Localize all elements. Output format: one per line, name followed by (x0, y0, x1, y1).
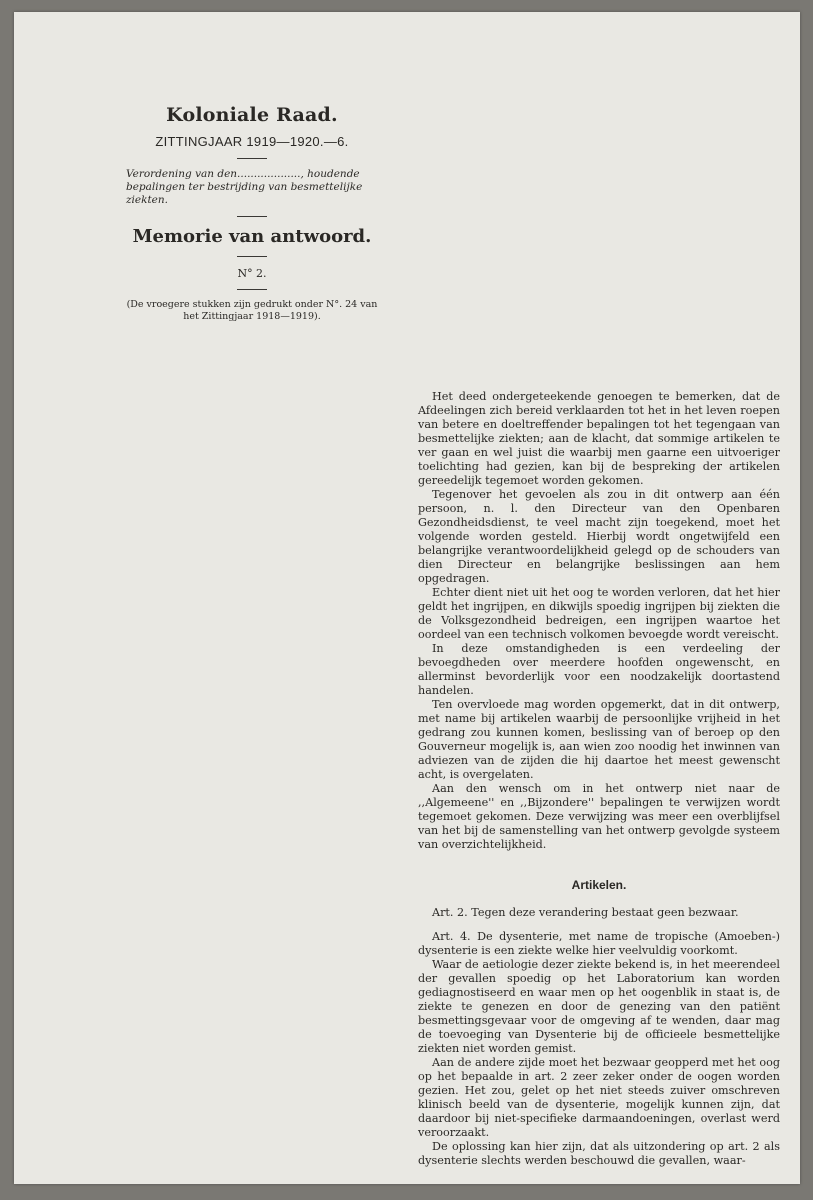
paragraph: De oplossing kan hier zijn, dat als uitzondering op art. 2 als dysenterie slechts werden beschouwd die gevallen, waar- (418, 1140, 780, 1167)
article-paragraph: Art. 2. Tegen deze verandering bestaat geen bezwaar. (432, 906, 739, 919)
paragraph: Tegenover het gevoelen als zou in dit ontwerp aan één persoon, n. l. den Directeur van den Openbaren Gezondheidsdienst, te veel macht zijn toegekend, moet het volgende worden gesteld. Hierbij wordt ongetwijfeld een belangrijke verantwoordelijkheid gelegd op de schouders van dien Directeur en belangrijke beslissingen aan hem opgedragen. (418, 488, 780, 585)
session-year: ZITTINGJAAR 1919—1920.—6. (155, 134, 349, 149)
paragraph: Ten overvloede mag worden opgemerkt, dat in dit ontwerp, met name bij artikelen waarbij de persoonlijke vrijheid in het gedrang zou kunnen komen, beslissing van of beroep op den Gouverneur mogelijk is, aan wien zoo noodig het inwinnen van adviezen van de zijden die hij daartoe het meest gewenscht acht, is overgelaten. (418, 698, 780, 781)
document-body (418, 390, 780, 1168)
divider (237, 216, 267, 217)
paragraph: Aan de andere zijde moet het bezwaar geopperd met het oog op het bepaalde in art. 2 zeer zeker onder de oogen worden gezien. Het zou, gelet op het niet steeds zuiver omschreven klinisch beeld van de dysenterie, mogelijk kunnen zijn, dat daardoor bij niet-specifieke darmaandoeningen, overlast werd veroorzaakt. (418, 1056, 780, 1139)
document-page (14, 12, 800, 1184)
council-title: Koloniale Raad. (166, 104, 338, 126)
ordinance-title: Verordening van den..................., houdende bepalingen ter bestrijding van besmettelijke ziekten. (126, 168, 363, 206)
divider (237, 158, 267, 159)
divider (237, 289, 267, 290)
document-title: Memorie van antwoord. (132, 226, 372, 247)
paragraph: Waar de aetiologie dezer ziekte bekend is, in het meerendeel der gevallen spoedig op het Laboratorium kan worden gediagnostiseerd en waar men op het oogenblik in staat is, de ziekte te genezen en door de genezing van den patiënt besmettingsgevaar voor de omgeving af te wenden, daar mag de toevoeging van Dysenterie bij de officieele besmettelijke ziekten niet worden gemist. (418, 958, 780, 1055)
article-paragraph: Art. 4. De dysenterie, met name de tropische (Amoeben-) dysenterie is een ziekte welke hier veelvuldig voorkomt. (418, 930, 780, 957)
previous-documents-note: (De vroegere stukken zijn gedrukt onder N°. 24 van het Zittingjaar 1918—1919). (126, 299, 378, 322)
paragraph: Echter dient niet uit het oog te worden verloren, dat het hier geldt het ingrijpen, en dikwijls spoedig ingrijpen bij ziekten die de Volksgezondheid bedreigen, een ingrijpen waartoe het oordeel van een technisch volkomen bevoegde wordt vereischt. (418, 586, 780, 641)
document-header (122, 104, 382, 323)
paragraph: Het deed ondergeteekende genoegen te bemerken, dat de Afdeelingen zich bereid verklaarden tot het in het leven roepen van betere en doeltreffender bepalingen tot het tegengaan van besmettelijke ziekten; aan de klacht, dat sommige artikelen te ver gaan en wel juist die waarbij men gaarne een uitvoeriger toelichting had gezien, kan bij de bespreking der artikelen gereedelijk tegemoet worden gekomen. (418, 390, 780, 487)
paragraph: Aan den wensch om in het ontwerp niet naar de ,,Algemeene'' en ,,Bijzondere'' bepalingen te verwijzen wordt tegemoet gekomen. Deze verwijzing was meer een overblijfsel van het bij de samenstelling van het ontwerp gevolgde systeem van overzichtelijkheid. (418, 782, 780, 851)
document-number: N° 2. (237, 267, 267, 280)
section-heading: Artikelen. (571, 878, 627, 892)
paragraph: In deze omstandigheden is een verdeeling der bevoegdheden over meerdere hoofden ongewenscht, en allerminst bevorderlijk voor een noodzakelijk doortastend handelen. (418, 642, 780, 697)
divider (237, 256, 267, 257)
